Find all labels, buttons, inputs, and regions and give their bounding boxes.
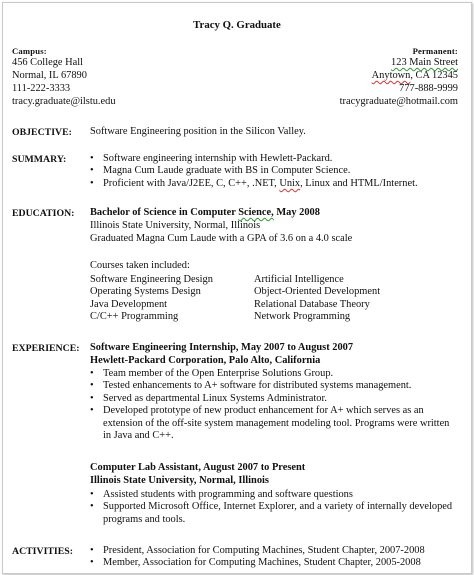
campus-phone: 111-222-3333 <box>12 83 71 94</box>
permanent-city: Anytown <box>371 70 411 81</box>
campus-address-line2: Normal, IL 67890 <box>12 70 87 81</box>
activity-item: • President, Association for Computing Machines, Student Chapter, 2007-2008 <box>90 545 425 557</box>
graduation-honors: Graduated Magna Cum Laude with a GPA of 3.6 on a 4.0 scale <box>90 233 353 244</box>
job-organization: Illinois State University, Normal, Illinois <box>90 475 269 486</box>
job-duty-item: • Served as departmental Linux Systems Administrator. <box>90 393 460 405</box>
course-item: Java Development <box>90 298 168 310</box>
summary-list <box>90 153 418 190</box>
course-item: Network Programming <box>254 311 351 323</box>
job-organization: Hewlett-Packard Corporation, Palo Alto, California <box>90 355 321 366</box>
education-heading: EDUCATION: <box>12 208 75 219</box>
job-duties-list <box>90 489 460 526</box>
course-item: Artificial Intelligence <box>254 274 344 285</box>
permanent-address-line1: 123 Main Street <box>391 57 458 68</box>
summary-item: • Software engineering internship with Hewlett-Packard. <box>90 153 418 165</box>
objective-text: Software Engineering position in the Silicon Valley. <box>90 126 306 137</box>
permanent-address-line2 <box>372 70 458 82</box>
permanent-phone: 777-888-9999 <box>399 83 458 94</box>
permanent-email: tracygraduate@hotmail.com <box>339 96 458 107</box>
job-duty-item: • Tested enhancements to A+ software for distributed systems management. <box>90 380 460 392</box>
job-duty-item: • Assisted students with programming and software questions <box>90 489 460 501</box>
summary-heading: SUMMARY: <box>12 154 67 165</box>
courses-grid <box>90 274 464 324</box>
degree-title: Bachelor of Science in Computer Science, May 2008 <box>90 207 320 218</box>
job-duty-item: • Developed prototype of new product enhancement for A+ which serves as an extension of the off-site system management modeling tool. Programs were written in Java and C++. <box>90 405 460 442</box>
resume-name: Tracy Q. Graduate <box>193 19 281 31</box>
permanent-state-zip: , CA 12345 <box>410 70 458 81</box>
job-duty-item: • Team member of the Open Enterprise Solutions Group. <box>90 368 460 380</box>
summary-item: • Proficient with Java/J2EE, C, C++, .NET, Unix, Linux and HTML/Internet. <box>90 178 418 190</box>
campus-email: tracy.graduate@ilstu.edu <box>12 96 116 107</box>
course-item: Operating Systems Design <box>90 286 201 298</box>
campus-address-line1: 456 College Hall <box>12 57 83 68</box>
permanent-label: Permanent: <box>412 46 458 56</box>
school-name: Illinois State University, Normal, Illinois <box>90 220 261 231</box>
objective-heading: OBJECTIVE: <box>12 127 72 138</box>
job-duties-list <box>90 368 460 442</box>
summary-unix-word: Unix <box>279 177 301 189</box>
course-item: Software Engineering Design <box>90 274 213 285</box>
activity-item: • Member, Association for Computing Machines, Student Chapter, 2005-2008 <box>90 557 425 569</box>
job-title: Computer Lab Assistant, August 2007 to Present <box>90 462 306 473</box>
course-item: Relational Database Theory <box>254 298 370 310</box>
activities-list <box>90 545 425 570</box>
summary-item: • Magna Cum Laude graduate with BS in Computer Science. <box>90 165 418 177</box>
course-item: Object-Oriented Development <box>254 286 381 298</box>
experience-heading: EXPERIENCE: <box>12 343 80 354</box>
campus-label: Campus: <box>12 46 47 56</box>
job-title: Software Engineering Internship, May 2007 to August 2007 <box>90 342 354 353</box>
courses-title: Courses taken included: <box>90 260 190 271</box>
activities-heading: ACTIVITIES: <box>12 546 73 557</box>
job-duty-item: • Supported Microsoft Office, Internet Explorer, and a variety of internally developed programs and tools. <box>90 501 460 526</box>
degree-science-word: Science, <box>238 207 274 218</box>
course-item: C/C++ Programming <box>90 311 179 323</box>
